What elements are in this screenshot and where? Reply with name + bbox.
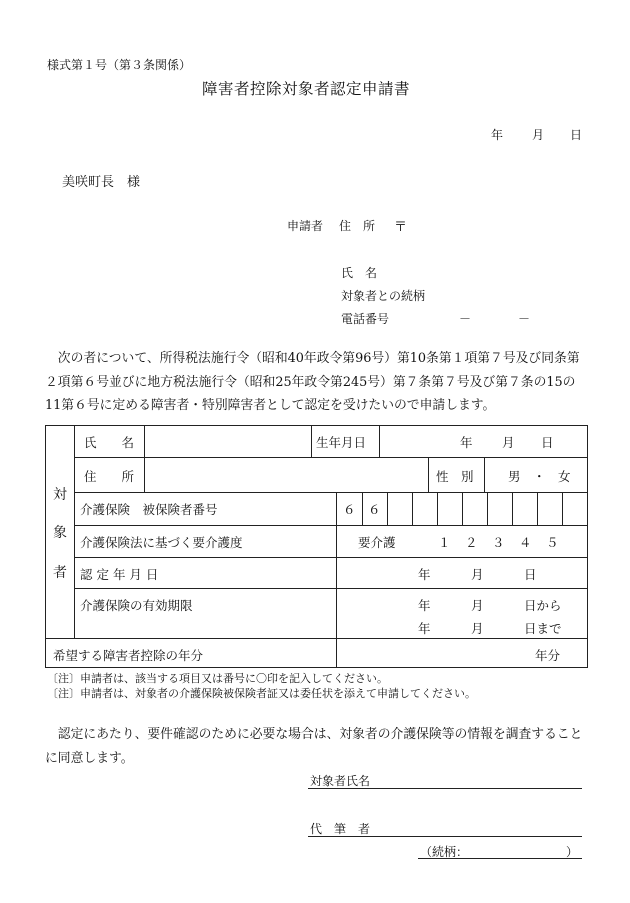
side-label-1: 対 bbox=[53, 487, 67, 503]
proxy-relation-label: （続柄： bbox=[420, 845, 469, 859]
side-label-2: 象 bbox=[53, 525, 67, 541]
validity-from-year: 年 bbox=[418, 598, 431, 613]
care-level-5: ５ bbox=[546, 535, 559, 550]
validity-to-month: 月 bbox=[471, 621, 484, 636]
side-label-3: 者 bbox=[53, 565, 67, 581]
sex-options: 男 ・ 女 bbox=[508, 469, 571, 484]
intro-paragraph: 次の者について、所得税法施行令（昭和40年政令第96号）第10条第１項第７号及び同条第２項第６号並びに地方税法施行令（昭和25年政令第245号）第７条第７号及び第７条の15の11第６号に定める障害者・特別障害者として認定を受けたいので申請します。 bbox=[45, 351, 580, 413]
birth-date-label: 生年月日 bbox=[316, 435, 367, 450]
care-level-prefix: 要介護 bbox=[358, 535, 396, 550]
care-level-4: ４ bbox=[519, 535, 532, 550]
applicant-name-label: 氏 名 bbox=[341, 266, 378, 280]
note-1: 〔注〕申請者は、該当する項目又は番号に〇印を記入してください。 bbox=[47, 672, 388, 685]
subject-name-label: 氏 名 bbox=[84, 435, 135, 450]
consent-paragraph: 認定にあたり、要件確認のために必要な場合は、対象者の介護保険等の情報を調査することに同意します。 bbox=[45, 727, 583, 766]
subject-name-sign-label: 対象者氏名 bbox=[310, 774, 371, 788]
desired-year-suffix: 年分 bbox=[535, 648, 561, 663]
applicant-address-label: 住 所 bbox=[339, 219, 376, 233]
care-level-2: ２ bbox=[465, 535, 478, 550]
desired-year-label: 希望する障害者控除の年分 bbox=[53, 648, 204, 663]
care-level-label: 介護保険法に基づく要介護度 bbox=[80, 535, 243, 550]
validity-from-suffix: 日から bbox=[524, 598, 562, 613]
validity-from-month: 月 bbox=[471, 598, 484, 613]
postal-mark: 〒 bbox=[394, 220, 408, 235]
cert-year-label: 年 bbox=[418, 567, 431, 582]
subject-name-sign-line[interactable] bbox=[308, 788, 582, 789]
applicant-relation-label: 対象者との続柄 bbox=[341, 289, 426, 303]
date-day-label: 日 bbox=[570, 128, 583, 142]
insured-digit-1: ６ bbox=[343, 502, 356, 517]
subject-address-label: 住 所 bbox=[84, 469, 135, 484]
phone-separator-2: － bbox=[518, 312, 531, 326]
applicant-label: 申請者 bbox=[287, 219, 324, 233]
care-level-1: １ bbox=[438, 535, 451, 550]
form-number: 様式第１号（第３条関係） bbox=[47, 58, 192, 72]
proxy-relation-line[interactable] bbox=[418, 858, 582, 859]
proxy-relation-close: ） bbox=[566, 845, 579, 859]
cert-date-label: 認 定 年 月 日 bbox=[80, 567, 159, 582]
insured-number-label: 介護保険 被保険者番号 bbox=[80, 502, 218, 517]
phone-separator-1: － bbox=[459, 312, 472, 326]
proxy-label: 代 筆 者 bbox=[310, 822, 371, 836]
sex-label: 性 別 bbox=[436, 469, 474, 484]
page-title: 障害者控除対象者認定申請書 bbox=[202, 80, 411, 98]
cert-month-label: 月 bbox=[471, 567, 484, 582]
date-year-label: 年 bbox=[491, 128, 504, 142]
date-month-label: 月 bbox=[532, 128, 545, 142]
addressee: 美咲町長 様 bbox=[62, 175, 141, 190]
validity-to-suffix: 日まで bbox=[524, 621, 562, 636]
note-2: 〔注〕申請者は、対象者の介護保険被保険者証又は委任状を添えて申請してください。 bbox=[47, 687, 476, 700]
birth-month-label: 月 bbox=[502, 435, 515, 450]
applicant-phone-label: 電話番号 bbox=[341, 312, 390, 326]
care-level-3: ３ bbox=[492, 535, 505, 550]
cert-day-label: 日 bbox=[524, 567, 537, 582]
validity-to-year: 年 bbox=[418, 621, 431, 636]
insured-digit-2: ６ bbox=[368, 502, 381, 517]
proxy-sign-line[interactable] bbox=[308, 836, 582, 837]
birth-day-label: 日 bbox=[541, 435, 554, 450]
birth-year-label: 年 bbox=[460, 435, 473, 450]
validity-label: 介護保険の有効期限 bbox=[80, 598, 193, 613]
